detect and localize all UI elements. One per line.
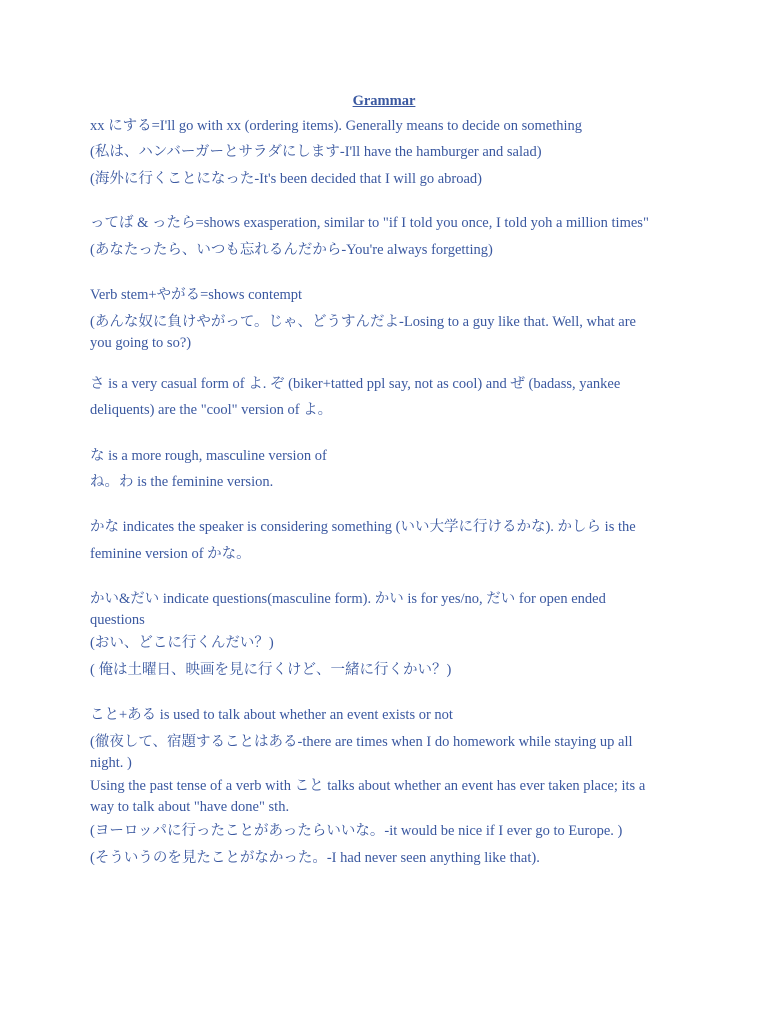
text-line: (そういうのを見たことがなかった。-I had never seen anything like that). [90, 850, 540, 866]
text-line: way to talk about "have done" sth. [90, 799, 290, 815]
text-line: ってば & ったら=shows exasperation, similar to "if I told you once, I told yoh a million times" [90, 215, 649, 231]
text-line: こと+ある is used to talk about whether an event exists or not [90, 707, 453, 723]
text-line: night. ) [90, 755, 132, 771]
text-line: you going to so?) [90, 335, 192, 351]
text-line: feminine version of かな。 [90, 546, 251, 562]
text-line: かな indicates the speaker is considering something (いい大学に行けるかな). かしら is the [90, 519, 636, 535]
text-line: deliquents) are the "cool" version of よ。 [90, 402, 333, 418]
text-line: (あんな奴に負けやがって。じゃ、どうすんだよ-Losing to a guy like that. Well, what are [90, 314, 636, 330]
text-line: ね。わ is the feminine version. [90, 474, 274, 490]
text-line: xx にする=I'll go with xx (ordering items). Generally means to decide on something [90, 118, 583, 134]
text-line: な is a more rough, masculine version of [90, 448, 327, 464]
text-line: かい&だい indicate questions(masculine form). かい is for yes/no, だい for open ended [90, 591, 606, 607]
text-line: ( 俺は土曜日、映画を見に行くけど、一緒に行くかい？) [90, 662, 452, 678]
text-line: (海外に行くことになった-It's been decided that I will go abroad) [90, 171, 483, 187]
text-line: Verb stem+やがる=shows contempt [90, 287, 303, 303]
page-title: Grammar [352, 93, 416, 109]
text-line: (私は、ハンバーガーとサラダにします-I'll have the hamburger and salad) [90, 144, 542, 160]
text-line: (あなたったら、いつも忘れるんだから-You're always forgetting) [90, 242, 493, 258]
text-line: (徹夜して、宿題することはある-there are times when I do homework while staying up all [90, 734, 633, 750]
text-line: Using the past tense of a verb with こと talks about whether an event has ever taken place; its a [90, 778, 646, 794]
text-line: (おい、どこに行くんだい？) [90, 635, 274, 651]
text-line: (ヨーロッパに行ったことがあったらいいな。-it would be nice if I ever go to Europe. ) [90, 823, 623, 839]
text-line: questions [90, 612, 145, 628]
text-line: さ is a very casual form of よ. ぞ (biker+tatted ppl say, not as cool) and ぜ (badass, yankee [90, 376, 621, 392]
